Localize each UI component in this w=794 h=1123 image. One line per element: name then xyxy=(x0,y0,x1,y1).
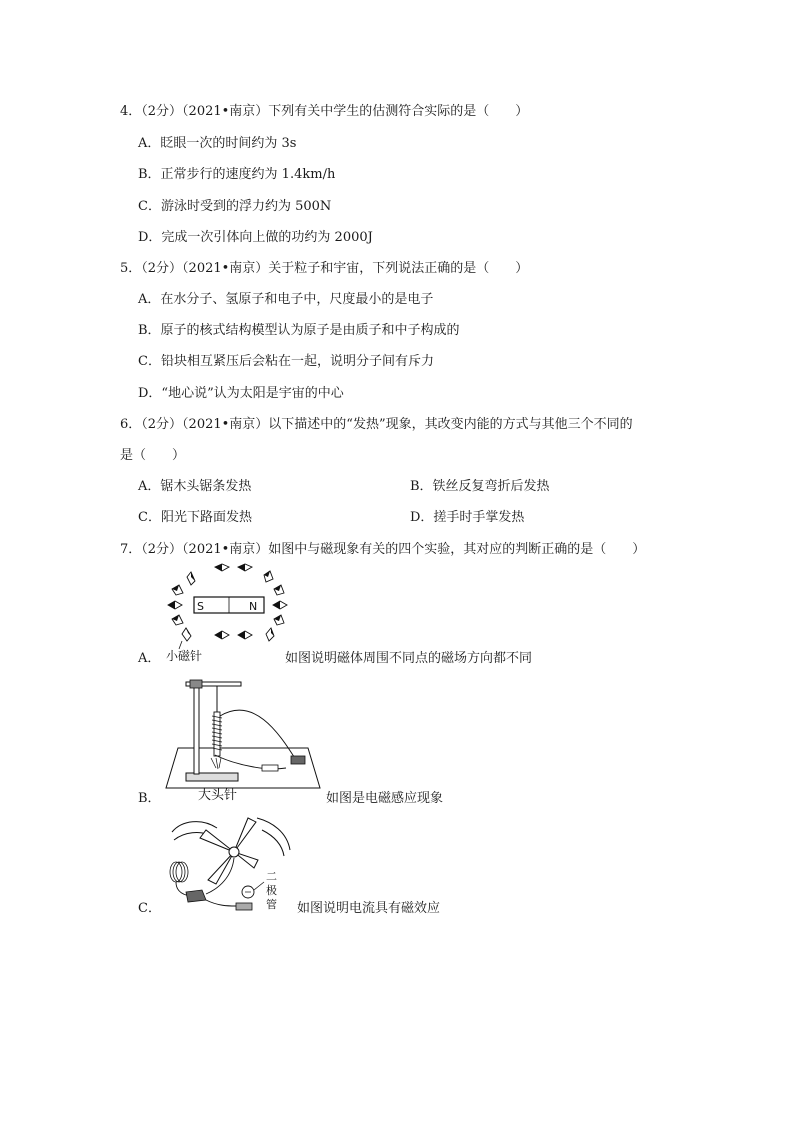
electromagnet-figure xyxy=(158,676,328,806)
question-5-stem: 5．（2分）（2021•南京）关于粒子和宇宙，下列说法正确的是（ ） xyxy=(120,261,529,276)
question-4-stem: 4．（2分）（2021•南京）下列有关中学生的估测符合实际的是（ ） xyxy=(120,104,529,119)
question-4-option-c: C．游泳时受到的浮力约为 500N xyxy=(138,199,332,214)
magnet-pole-s: S xyxy=(197,600,204,613)
bar-magnet-figure xyxy=(160,563,295,663)
question-6-option-a: A．锯木头锯条发热 xyxy=(138,479,252,494)
magnet-pole-n: N xyxy=(249,600,258,613)
pins-label: 大头针 xyxy=(198,788,238,803)
question-4-option-b: B．正常步行的速度约为 1.4km/h xyxy=(138,167,336,182)
question-7-option-c-text: 如图说明电流具有磁效应 xyxy=(297,901,441,916)
question-7-option-b-letter: B． xyxy=(138,791,161,806)
question-5-option-a: A．在水分子、氢原子和电子中，尺度最小的是电子 xyxy=(138,292,434,307)
compass-needle-label: 小磁针 xyxy=(166,649,203,663)
question-6-option-d: D．搓手时手掌发热 xyxy=(410,510,525,525)
question-6-option-b: B．铁丝反复弯折后发热 xyxy=(410,479,550,494)
diode-label-3: 管 xyxy=(266,898,277,911)
question-5-option-c: C．铅块相互紧压后会粘在一起，说明分子间有斥力 xyxy=(138,354,434,369)
question-7-stem: 7．（2分）（2021•南京）如图中与磁现象有关的四个实验，其对应的判断正确的是（ ） xyxy=(120,542,646,557)
question-6-stem-line2: 是（ ） xyxy=(120,448,186,463)
question-7-option-a-letter: A． xyxy=(138,651,161,666)
diode-label-2: 极 xyxy=(266,884,277,897)
question-6-stem-line1: 6．（2分）（2021•南京）以下描述中的“发热”现象，其改变内能的方式与其他三个不同的 xyxy=(120,417,633,432)
question-6-option-c: C．阳光下路面发热 xyxy=(138,510,252,525)
question-5-option-d: D．“地心说”认为太阳是宇宙的中心 xyxy=(138,386,344,401)
question-7-option-a-text: 如图说明磁体周围不同点的磁场方向都不同 xyxy=(285,651,533,666)
question-4-option-a: A．眨眼一次的时间约为 3s xyxy=(138,136,297,151)
question-5-option-b: B．原子的核式结构模型认为原子是由质子和中子构成的 xyxy=(138,323,460,338)
fan-generator-figure xyxy=(162,810,292,920)
diode-label-1: 二 xyxy=(266,870,277,883)
question-7-option-c-letter: C． xyxy=(138,901,161,916)
question-7-option-b-text: 如图是电磁感应现象 xyxy=(326,791,444,806)
question-4-option-d: D．完成一次引体向上做的功约为 2000J xyxy=(138,230,373,245)
